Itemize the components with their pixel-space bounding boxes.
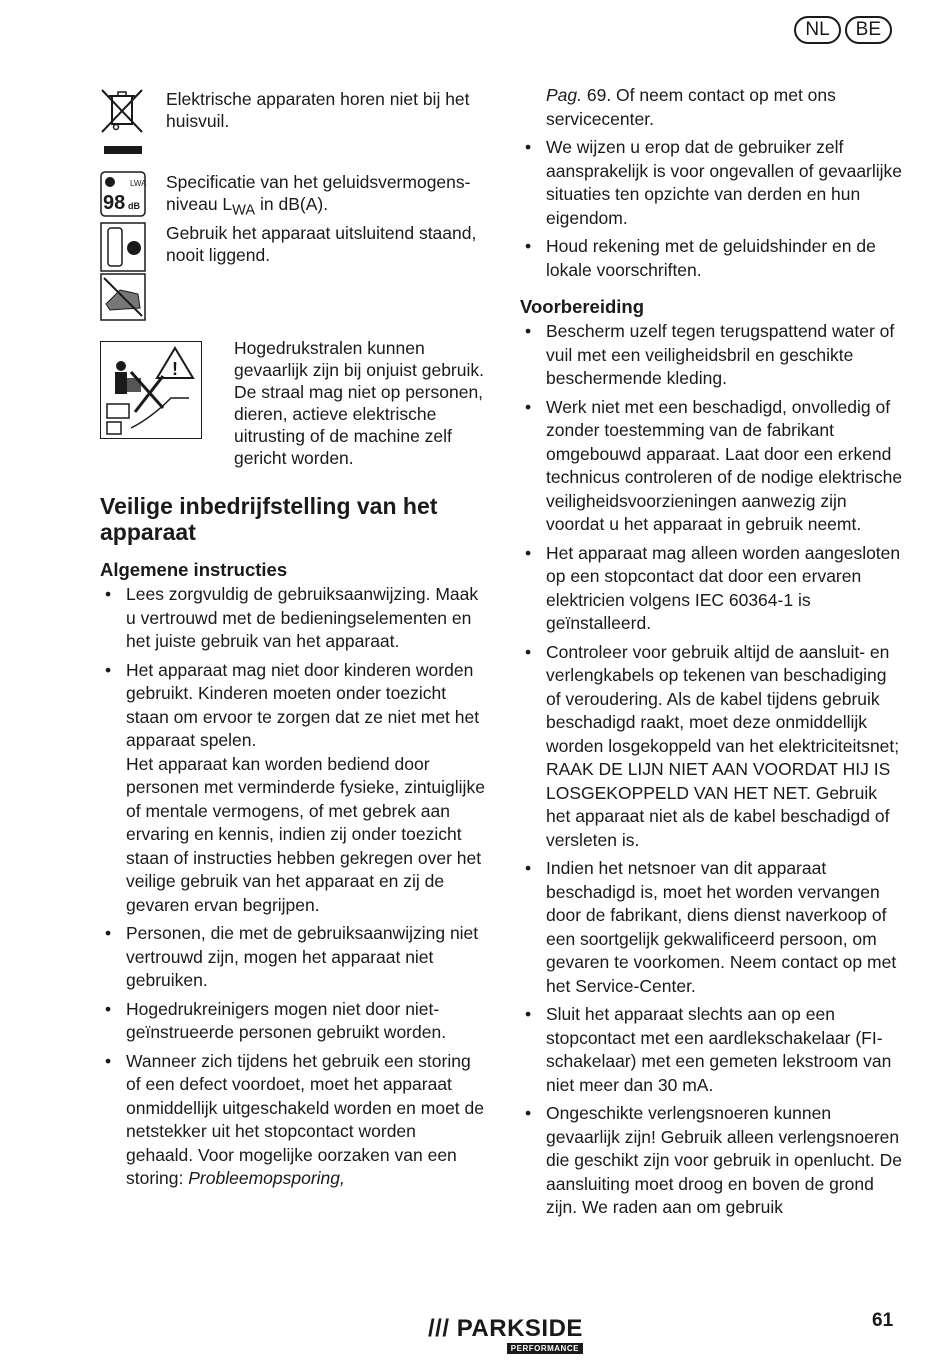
list-item: • Sluit het apparaat slechts aan op een stopcontact met een aardlekschakelaar (FI-schakelaar) met een gemeten lekstroom van niet meer dan 30 mA. bbox=[520, 1003, 905, 1097]
symbol-text-upright: Gebruik het apparaat uitsluitend staand, nooit liggend. bbox=[166, 223, 477, 265]
prep-list bbox=[520, 320, 905, 1220]
list-item-text: Het apparaat mag niet door kinderen worden gebruikt. Kinderen moeten onder toezicht staan om ervoor te zorgen dat ze niet met het apparaat spelen. bbox=[126, 659, 480, 750]
list-item-continuation bbox=[520, 84, 905, 131]
symbol-text-bin: Elektrische apparaten horen niet bij het huisvuil. bbox=[166, 89, 470, 131]
left-column bbox=[100, 88, 485, 1196]
general-list-continued bbox=[100, 922, 485, 1191]
general-list bbox=[100, 583, 485, 753]
high-pressure-warning-icon bbox=[100, 341, 202, 439]
list-item bbox=[100, 1050, 485, 1191]
list-item: • We wijzen u erop dat de gebruiker zelf aansprakelijk is voor ongevallen of gevaarlijke situaties ten opzichte van derden en hun eigendom. bbox=[520, 136, 905, 230]
language-badges bbox=[794, 16, 892, 44]
symbol-row-upright bbox=[100, 222, 485, 327]
upright-operation-icon bbox=[100, 222, 146, 327]
list-item: • Hogedrukreinigers mogen niet door niet-geïnstrueerde personen gebruikt worden. bbox=[100, 998, 485, 1045]
list-item: • Het apparaat mag alleen worden aangesloten op een stopcontact dat door een ervaren elektricien volgens IEC 60364-1 is geïnstalleerd. bbox=[520, 542, 905, 636]
language-badge-be: BE bbox=[845, 16, 892, 44]
list-item: • Werk niet met een beschadigd, onvolledig of zonder toestemming van de fabrikant omgebouwd apparaat. Laat door een erkend technicus controleren of de nodige elektrische veiligheidsvoorzieningen aanwezig zijn voordat u het apparaat in gebruik neemt. bbox=[520, 396, 905, 537]
list-item: • Lees zorgvuldig de gebruiksaanwijzing. Maak u vertrouwd met de bedieningselementen en het juiste gebruik van het apparaat. bbox=[100, 583, 485, 654]
symbol-row-bin bbox=[100, 88, 485, 163]
list-item-reference: Probleemopsporing, bbox=[188, 1168, 345, 1188]
sound-power-98db-icon bbox=[100, 171, 146, 222]
logo-slashes: /// bbox=[428, 1315, 450, 1342]
logo-brand: PARKSIDE bbox=[456, 1315, 583, 1342]
sound-icon-top-label: LWA bbox=[130, 179, 146, 188]
sound-text-main: Specificatie van het geluidsvermogens-niveau L bbox=[166, 172, 471, 214]
sound-icon-unit: dB bbox=[128, 201, 140, 211]
page-number: 61 bbox=[872, 1310, 894, 1331]
list-item: • Controleer voor gebruik altijd de aansluit- en verlengkabels op tekenen van beschadiging of veroudering. Als de kabel tijdens gebruik beschadigd raakt, moet deze onmiddellijk worden losgekoppeld van het elektriciteitsnet; RAAK DE LIJN NIET AAN VOORDAT HIJ IS LOSGEKOPPELD VAN HET NET. Gebruik het apparaat niet als de kabel beschadigd of versleten is. bbox=[520, 641, 905, 853]
symbol-row-sound bbox=[100, 171, 485, 222]
logo-sub: PERFORMANCE bbox=[507, 1343, 583, 1354]
warning-row bbox=[100, 338, 485, 469]
section-title: Veilige inbedrijfstelling van het apparaat bbox=[100, 493, 438, 545]
svg-text:!: ! bbox=[172, 359, 178, 379]
symbol-text-sound bbox=[166, 171, 485, 222]
list-item: • Ongeschikte verlengsnoeren kunnen gevaarlijk zijn! Gebruik alleen verlengsnoeren die geschikt zijn voor gebruik in openlucht. De aansluiting moet droog en boven de grond zijn. We raden aan om gebruik bbox=[520, 1102, 905, 1220]
list-item-text: Wanneer zich tijdens het gebruik een storing of een defect voordoet, moet het apparaat onmiddellijk uitgeschakeld worden en moet de netstekker uit het stopcontact worden gehaald. Voor mogelijke oorzaken van een storing: bbox=[126, 1050, 484, 1188]
right-column bbox=[520, 84, 905, 1225]
continuation-text: 69. Of neem contact op met ons servicecenter. bbox=[546, 85, 836, 129]
general-heading: Algemene instructies bbox=[100, 559, 288, 580]
list-item: • Indien het netsnoer van dit apparaat beschadigd is, moet het worden vervangen door de fabrikant, diens dienst naverkoop of een soortgelijk gekwalificeerd persoon, om gevaren te voorkomen. Neem contact op met het Service-Center. bbox=[520, 857, 905, 998]
sound-text-after: in dB(A). bbox=[255, 194, 329, 214]
sound-icon-value: 98 bbox=[103, 192, 126, 214]
prep-heading: Voorbereiding bbox=[520, 296, 645, 317]
list-item: • Bescherm uzelf tegen terugspattend water of vuil met een veiligheidsbril en geschikte beschermende kleding. bbox=[520, 320, 905, 391]
right-list bbox=[520, 136, 905, 282]
list-item bbox=[100, 659, 485, 753]
list-item-continuation: Het apparaat kan worden bediend door personen met verminderde fysieke, zintuiglijke of mentale vermogens, of met gebrek aan ervaring en kennis, indien zij onder toezicht staan of instructies hebben gekregen over het veilige gebruik van het apparaat en zij de gevaren ervan begrijpen. bbox=[126, 753, 485, 915]
sound-text-sub: WA bbox=[232, 202, 256, 219]
list-item: • Personen, die met de gebruiksaanwijzing niet vertrouwd zijn, mogen het apparaat niet gebruiken. bbox=[100, 922, 485, 993]
page-reference: Pag. bbox=[546, 85, 582, 105]
language-badge-nl: NL bbox=[794, 16, 840, 44]
crossed-bin-icon bbox=[100, 88, 146, 163]
warning-text: Hogedrukstralen kunnen gevaarlijk zijn bij onjuist gebruik. De straal mag niet op personen, dieren, actieve elektrische uitrusting of de machine zelf gericht worden. bbox=[234, 338, 484, 468]
parkside-logo bbox=[428, 1316, 583, 1354]
list-item: • Houd rekening met de geluidshinder en de lokale voorschriften. bbox=[520, 235, 905, 282]
